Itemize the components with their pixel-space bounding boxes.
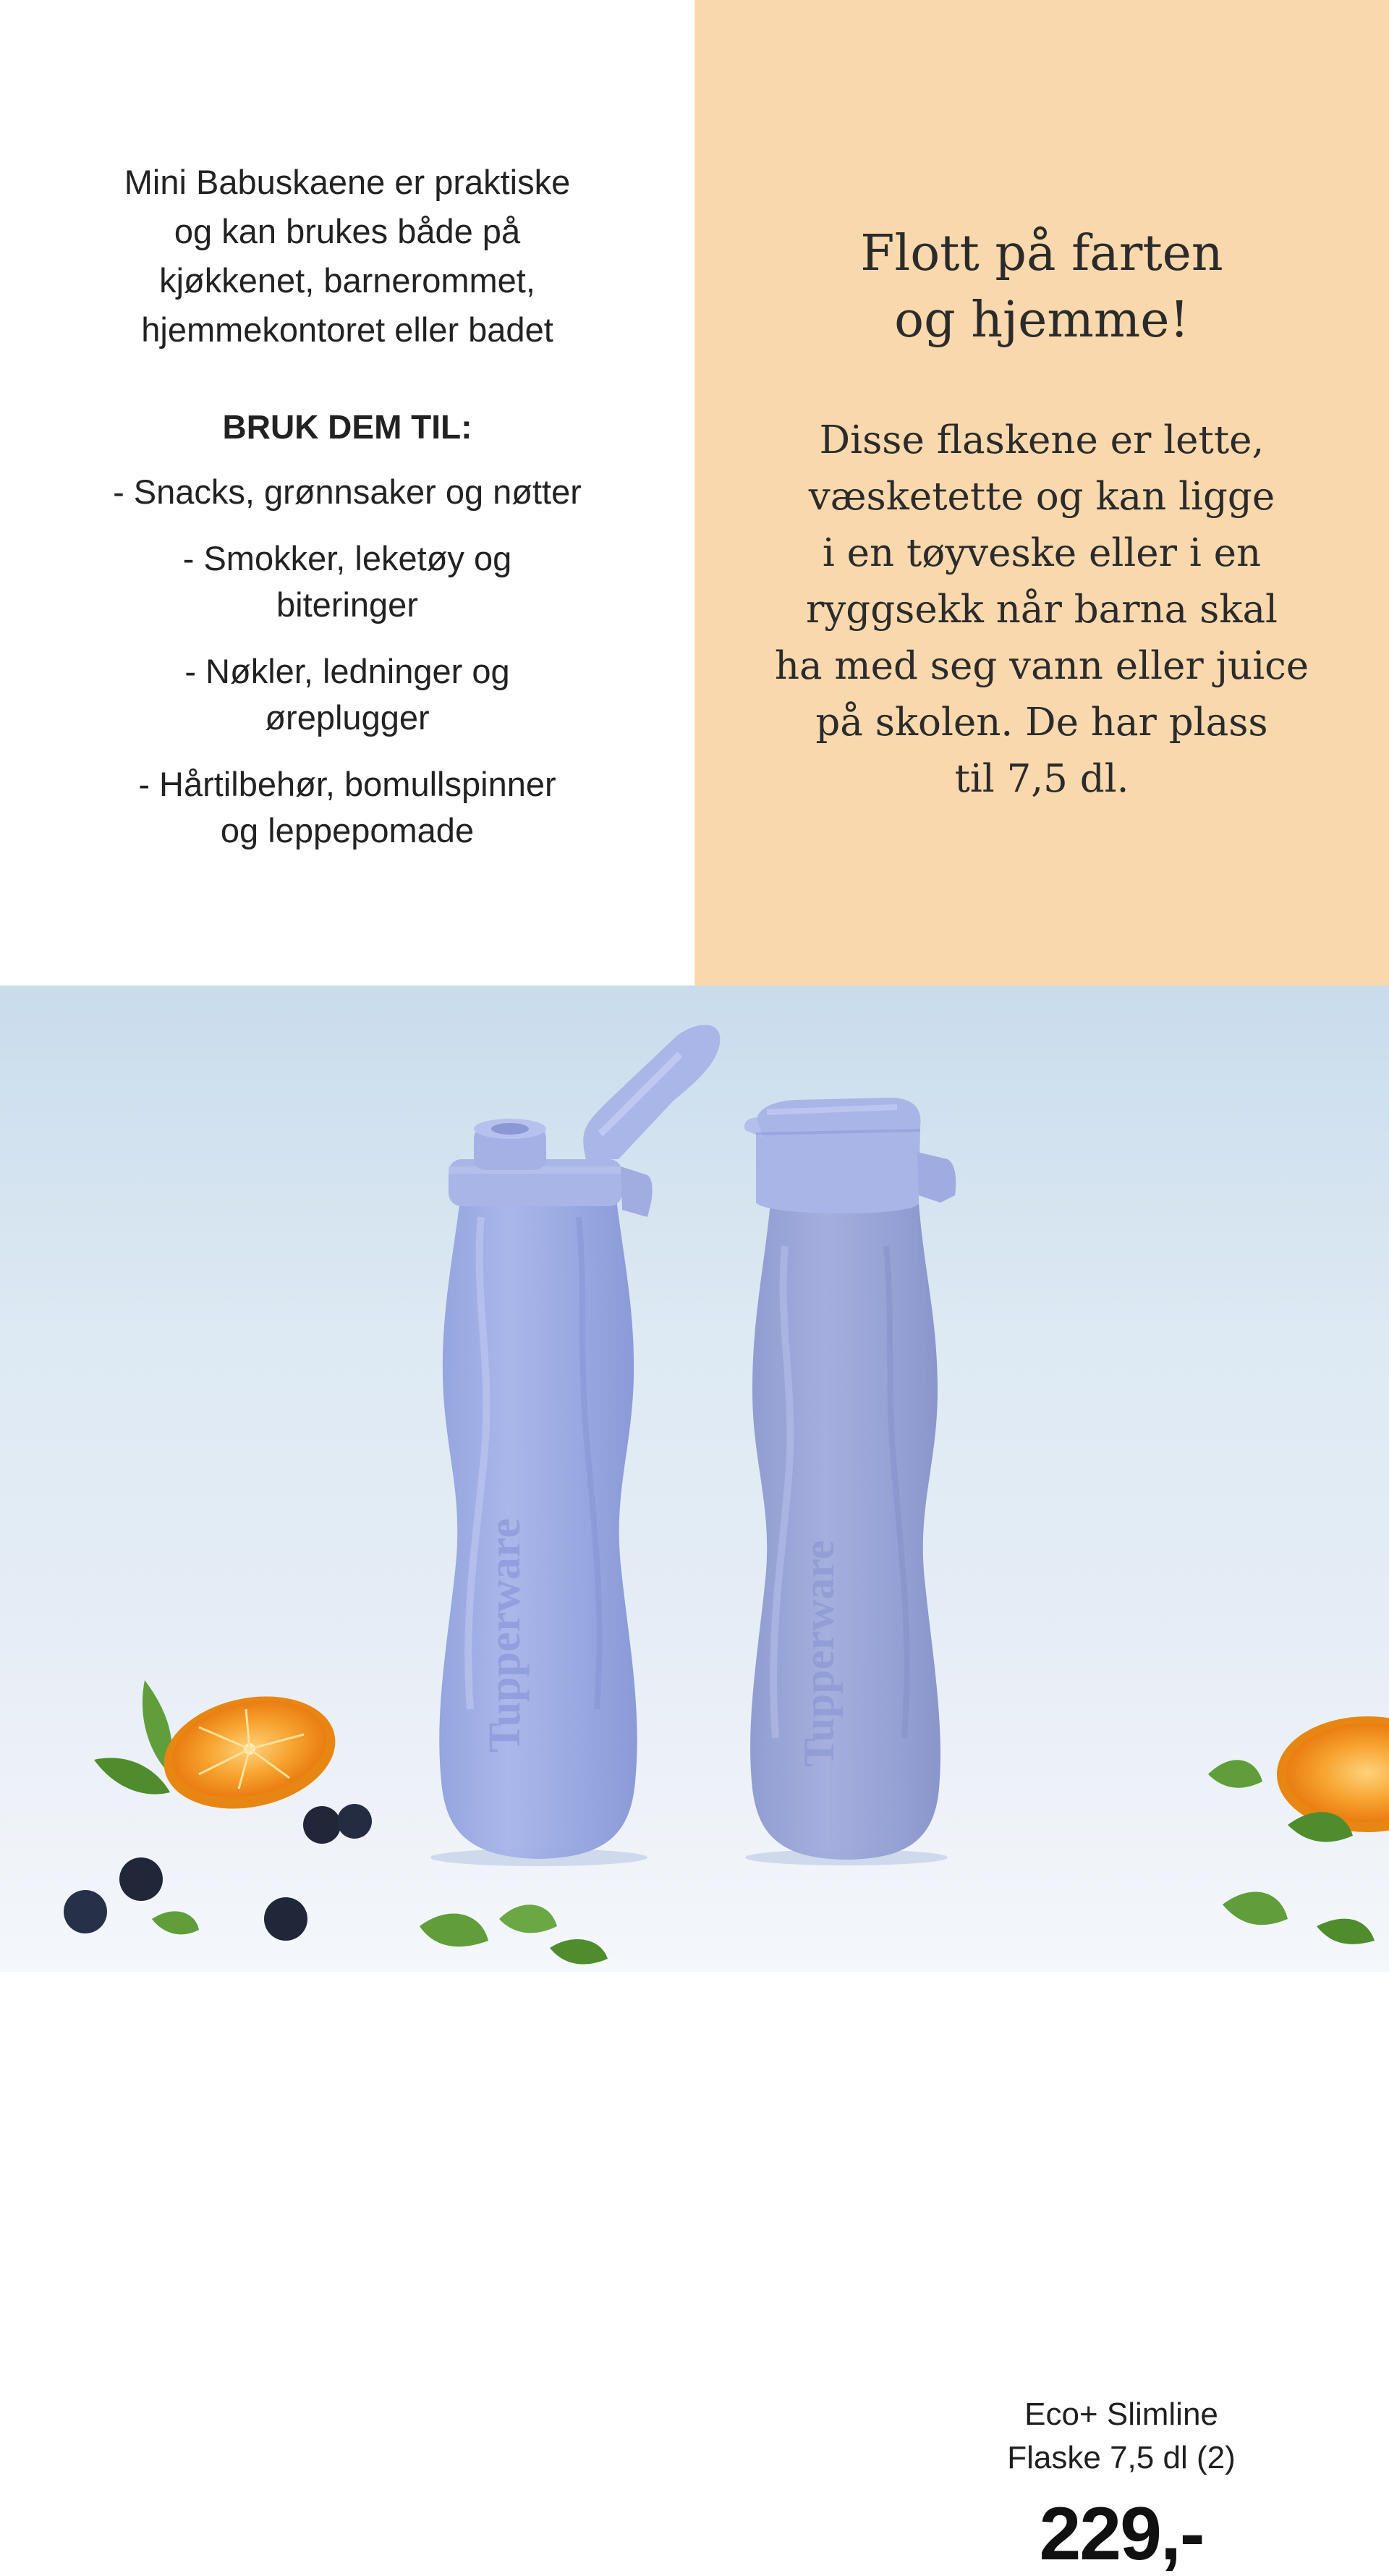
product-price: 229,- [1039,2492,1204,2576]
use-item [72,535,622,628]
bottle-brand-text-right: Tupperware [795,1540,843,1767]
product-scene [0,986,1389,1972]
intro-line: kjøkkenet, barnerommet, [159,261,535,300]
right-body-line: til 7,5 dl. [954,757,1129,801]
top-section [0,0,1389,986]
right-body-line: ryggsekk når barna skal [806,588,1278,632]
table-surface [0,1658,1389,1972]
right-body-line: på skolen. De har plass [815,700,1268,745]
left-text-panel [0,0,694,986]
product-name-line: Eco+ Slimline [1024,2397,1218,2432]
right-heading-line: Flott på farten [860,225,1223,282]
intro-line: og kan brukes både på [174,212,521,250]
right-body-line: ha med seg vann eller juice [774,644,1309,688]
use-item-line: - Hårtilbehør, bomullspinner [138,765,556,803]
use-item [72,469,622,515]
use-item-line: - Snacks, grønnsaker og nøtter [113,473,582,511]
right-heading-line: og hjemme! [894,292,1189,349]
use-item-line: biteringer [276,585,418,624]
intro-line: Mini Babuskaene er praktiske [124,163,571,201]
right-body-line: væsketette og kan ligge [808,475,1275,519]
use-list [72,469,622,874]
product-name-line: Flaske 7,5 dl (2) [1007,2440,1236,2475]
intro-text [72,158,622,355]
right-body-line: i en tøyveske eller i en [822,531,1262,575]
right-body [738,412,1346,808]
intro-line: hjemmekontoret eller badet [141,310,553,349]
use-item-line: øreplugger [265,698,430,737]
use-heading: BRUK DEM TIL: [222,408,472,446]
use-item-line: og leppepomade [220,811,475,850]
product-photo [0,986,1389,2576]
use-item-line: - Nøkler, ledninger og [184,652,510,690]
right-heading [738,221,1346,354]
use-item-line: - Smokker, leketøy og [182,539,512,577]
use-item [72,761,622,854]
right-body-line: Disse flaskene er lette, [819,418,1265,462]
product-name [962,2393,1280,2480]
bottle-brand-text: Tupperware [480,1518,530,1753]
use-item [72,648,622,741]
wall-background [0,986,1389,1673]
